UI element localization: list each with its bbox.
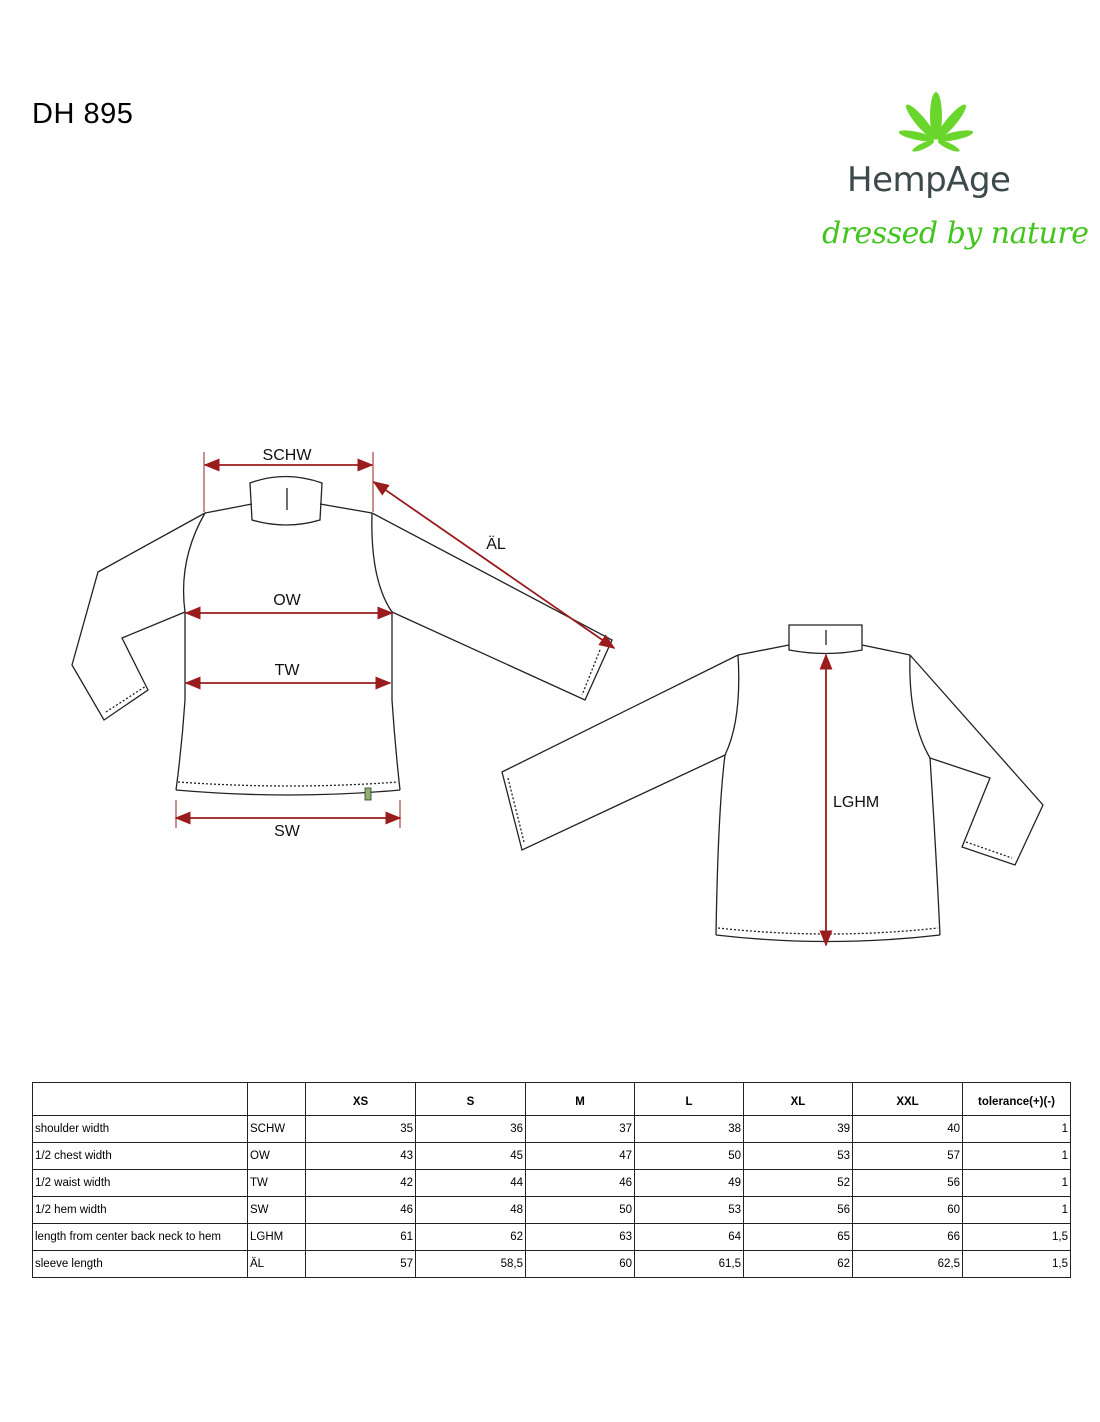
ow-label: OW bbox=[273, 592, 301, 609]
table-cell: 46 bbox=[306, 1197, 416, 1224]
table-cell: 50 bbox=[526, 1197, 635, 1224]
header-size-xl: XL bbox=[744, 1083, 853, 1116]
table-cell: 65 bbox=[744, 1224, 853, 1251]
tolerance-cell: 1 bbox=[963, 1116, 1071, 1143]
tolerance-cell: 1,5 bbox=[963, 1224, 1071, 1251]
measurement-name: 1/2 hem width bbox=[33, 1197, 248, 1224]
al-label: ÄL bbox=[486, 536, 506, 553]
al-arrow bbox=[374, 482, 614, 648]
measurement-code: TW bbox=[248, 1170, 306, 1197]
table-cell: 56 bbox=[744, 1197, 853, 1224]
header-size-xxl: XXL bbox=[853, 1083, 963, 1116]
table-cell: 61 bbox=[306, 1224, 416, 1251]
table-cell: 62 bbox=[744, 1251, 853, 1278]
tolerance-cell: 1 bbox=[963, 1197, 1071, 1224]
table-cell: 50 bbox=[635, 1143, 744, 1170]
measurement-name: length from center back neck to hem bbox=[33, 1224, 248, 1251]
table-cell: 40 bbox=[853, 1116, 963, 1143]
measurement-name: sleeve length bbox=[33, 1251, 248, 1278]
sw-label: SW bbox=[274, 823, 300, 840]
table-cell: 42 bbox=[306, 1170, 416, 1197]
table-row bbox=[33, 1251, 1071, 1278]
front-view-garment bbox=[72, 477, 612, 796]
schw-label: SCHW bbox=[262, 447, 312, 464]
tw-label: TW bbox=[274, 662, 300, 679]
header-size-s: S bbox=[416, 1083, 526, 1116]
table-row bbox=[33, 1143, 1071, 1170]
back-view-garment bbox=[502, 625, 1043, 942]
header-size-m: M bbox=[526, 1083, 635, 1116]
product-code: DH 895 bbox=[32, 98, 134, 130]
brand-name: HempAge bbox=[847, 160, 1011, 200]
table-cell: 46 bbox=[526, 1170, 635, 1197]
table-cell: 48 bbox=[416, 1197, 526, 1224]
table-cell: 49 bbox=[635, 1170, 744, 1197]
table-cell: 36 bbox=[416, 1116, 526, 1143]
table-cell: 66 bbox=[853, 1224, 963, 1251]
table-cell: 56 bbox=[853, 1170, 963, 1197]
table-cell: 63 bbox=[526, 1224, 635, 1251]
table-cell: 53 bbox=[635, 1197, 744, 1224]
brand-tagline: dressed by nature bbox=[822, 216, 1089, 251]
table-cell: 53 bbox=[744, 1143, 853, 1170]
header-size-l: L bbox=[635, 1083, 744, 1116]
lghm-label: LGHM bbox=[833, 794, 880, 811]
measurement-code: SCHW bbox=[248, 1116, 306, 1143]
measurement-code: OW bbox=[248, 1143, 306, 1170]
table-row bbox=[33, 1224, 1071, 1251]
header-empty-name bbox=[33, 1083, 248, 1116]
table-cell: 39 bbox=[744, 1116, 853, 1143]
table-cell: 60 bbox=[853, 1197, 963, 1224]
header-tolerance: tolerance(+)(-) bbox=[963, 1083, 1071, 1116]
table-cell: 62 bbox=[416, 1224, 526, 1251]
front-label-tag bbox=[365, 788, 371, 800]
table-cell: 57 bbox=[306, 1251, 416, 1278]
size-table bbox=[32, 1082, 1071, 1278]
table-cell: 37 bbox=[526, 1116, 635, 1143]
table-cell: 52 bbox=[744, 1170, 853, 1197]
tolerance-cell: 1 bbox=[963, 1143, 1071, 1170]
measurement-code: LGHM bbox=[248, 1224, 306, 1251]
table-cell: 35 bbox=[306, 1116, 416, 1143]
table-cell: 60 bbox=[526, 1251, 635, 1278]
table-cell: 44 bbox=[416, 1170, 526, 1197]
table-row bbox=[33, 1170, 1071, 1197]
table-row bbox=[33, 1116, 1071, 1143]
table-cell: 38 bbox=[635, 1116, 744, 1143]
table-cell: 43 bbox=[306, 1143, 416, 1170]
measurement-name: 1/2 chest width bbox=[33, 1143, 248, 1170]
tolerance-cell: 1 bbox=[963, 1170, 1071, 1197]
table-cell: 62,5 bbox=[853, 1251, 963, 1278]
table-cell: 45 bbox=[416, 1143, 526, 1170]
table-cell: 64 bbox=[635, 1224, 744, 1251]
header-empty-abbr bbox=[248, 1083, 306, 1116]
table-cell: 58,5 bbox=[416, 1251, 526, 1278]
measurement-code: SW bbox=[248, 1197, 306, 1224]
measurement-code: ÄL bbox=[248, 1251, 306, 1278]
measurement-name: 1/2 waist width bbox=[33, 1170, 248, 1197]
tolerance-cell: 1,5 bbox=[963, 1251, 1071, 1278]
table-cell: 57 bbox=[853, 1143, 963, 1170]
measurement-name: shoulder width bbox=[33, 1116, 248, 1143]
header-size-xs: XS bbox=[306, 1083, 416, 1116]
table-cell: 47 bbox=[526, 1143, 635, 1170]
table-cell: 61,5 bbox=[635, 1251, 744, 1278]
table-row bbox=[33, 1197, 1071, 1224]
table-header-row bbox=[33, 1083, 1071, 1116]
